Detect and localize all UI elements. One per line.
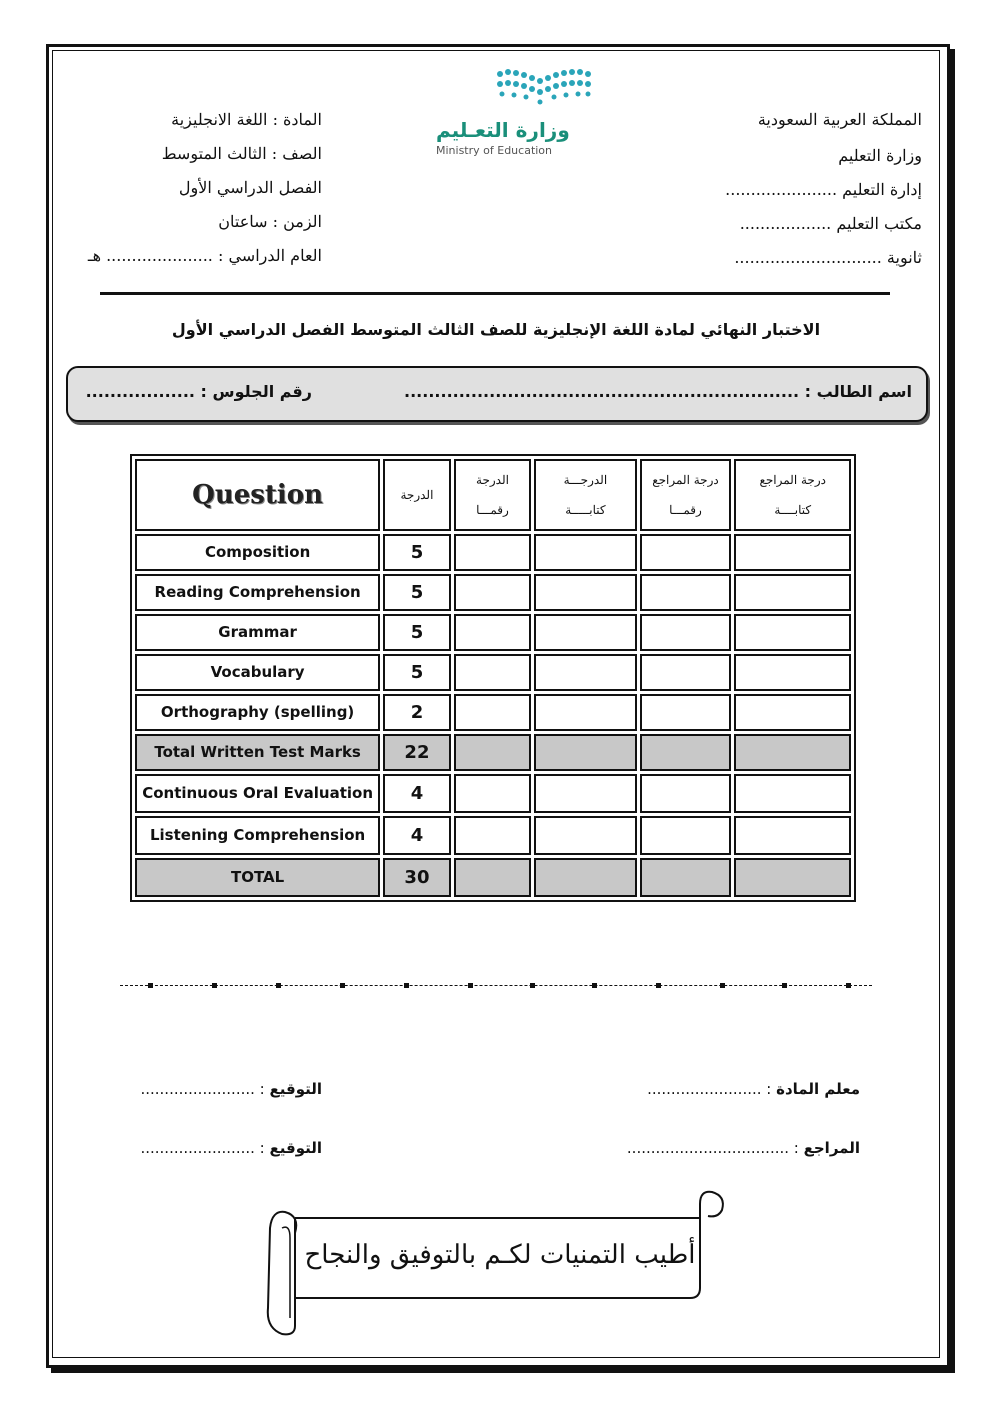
grade-cell[interactable] [454,574,532,611]
grade-cell[interactable] [534,534,636,571]
grade-cell[interactable] [454,534,532,571]
office-label: مكتب التعليم .................. [739,214,922,233]
grade-cell[interactable] [454,816,532,855]
table-row [135,774,851,813]
grade-cell[interactable] [534,774,636,813]
signature-dots: : ........................ [140,1139,270,1157]
subject-label: المادة : اللغة الانجليزية [171,110,322,129]
separator-dot [782,983,787,988]
table-row [135,694,851,731]
separator-dot [846,983,851,988]
table-row [135,816,851,855]
row-marks: 2 [383,694,450,731]
row-label: Grammar [135,614,380,651]
grade-cell[interactable] [454,654,532,691]
grade-cell[interactable] [734,774,851,813]
separator-dot [656,983,661,988]
grade-cell[interactable] [640,858,732,897]
reviewer-label: المراجع [803,1139,860,1157]
row-label: Orthography (spelling) [135,694,380,731]
signature-label: التوقيع [269,1080,322,1098]
table-row [135,534,851,571]
words-header: الدرجـــة كتابـــــة [534,459,636,531]
row-label: Composition [135,534,380,571]
separator-dot [212,983,217,988]
grade-cell[interactable] [454,858,532,897]
reviewer-dots: : .................................. [626,1139,804,1157]
row-marks: 5 [383,534,450,571]
exam-title: الاختبار النهائي لمادة اللغة الإنجليزية للصف الثالث المتوسط الفصل الدراسي الأول [171,320,821,339]
row-marks: 5 [383,614,450,651]
table-row [135,734,851,771]
digits-header: الدرجة رقمـــا [454,459,532,531]
term-label: الفصل الدراسي الأول [178,178,322,197]
table-row [135,654,851,691]
grade-cell[interactable] [640,574,732,611]
separator-dot [530,983,535,988]
row-label: Listening Comprehension [135,816,380,855]
row-label: Vocabulary [135,654,380,691]
grade-cell[interactable] [534,734,636,771]
grade-cell[interactable] [454,774,532,813]
grade-cell[interactable] [734,816,851,855]
grade-cell[interactable] [534,574,636,611]
grade-cell[interactable] [734,534,851,571]
grade-cell[interactable] [640,734,732,771]
closing-message: أطيب التمنيات لكـم بالتوفيق والنجاح [304,1240,696,1270]
grade-cell[interactable] [454,734,532,771]
separator-dot [340,983,345,988]
reviewer-signature-line[interactable] [140,1139,322,1157]
signature-dots: : ........................ [140,1080,270,1098]
grade-cell[interactable] [640,816,732,855]
grade-header: الدرجة [383,459,450,531]
row-marks: 4 [383,774,450,813]
seat-number-field[interactable]: رقم الجلوس : .................. [85,382,312,401]
header-divider [100,292,890,295]
grade-cell[interactable] [534,816,636,855]
table-row [135,614,851,651]
student-name-field[interactable]: اسم الطالب : ................................................................. [404,382,912,401]
logo-english-text: Ministry of Education [436,144,553,157]
grade-cell[interactable] [640,614,732,651]
grade-cell[interactable] [734,858,851,897]
teacher-label: معلم المادة [776,1080,860,1098]
separator-dot [592,983,597,988]
row-marks: 5 [383,574,450,611]
separator-dot [720,983,725,988]
row-label: Total Written Test Marks [135,734,380,771]
directorate-label: إدارة التعليم ...................... [725,180,922,199]
teacher-dots: : ........................ [647,1080,777,1098]
time-label: الزمن : ساعتان [218,212,322,231]
teacher-signature-line[interactable] [140,1080,322,1098]
row-label: Continuous Oral Evaluation [135,774,380,813]
table-header-row [135,459,851,531]
grade-cell[interactable] [734,614,851,651]
separator-dot [404,983,409,988]
teacher-line[interactable] [647,1080,860,1098]
logo-arabic-text: وزارة التعـليم [436,118,570,142]
reviewer-digits-header: درجة المراجع رقمـــا [640,459,732,531]
grade-cell[interactable] [734,694,851,731]
grade-cell[interactable] [734,654,851,691]
school-label: ثانوية ............................. [734,248,922,267]
reviewer-line[interactable] [627,1139,860,1157]
grade-cell[interactable] [534,694,636,731]
dashed-separator [120,985,872,990]
row-label: TOTAL [135,858,380,897]
row-marks: 5 [383,654,450,691]
grade-cell[interactable] [640,654,732,691]
grade-cell[interactable] [640,774,732,813]
separator-dot [276,983,281,988]
row-label: Reading Comprehension [135,574,380,611]
kingdom-label: المملكة العربية السعودية [757,110,922,129]
row-marks: 4 [383,816,450,855]
question-header: Question [135,459,380,531]
grades-table [130,454,856,902]
grade-cell[interactable] [640,694,732,731]
grade-cell[interactable] [454,614,532,651]
table-row [135,574,851,611]
grade-cell[interactable] [640,534,732,571]
ministry-label: وزارة التعليم [838,146,922,165]
grade-cell[interactable] [734,734,851,771]
grade-cell[interactable] [534,614,636,651]
table-row [135,858,851,897]
separator-dot [468,983,473,988]
row-marks: 22 [383,734,450,771]
grade-cell[interactable] [454,694,532,731]
grade-label: الصف : الثالث المتوسط [161,144,322,163]
grade-cell[interactable] [534,858,636,897]
grade-cell[interactable] [534,654,636,691]
year-label: العام الدراسي : ..................... هـ [87,246,322,265]
grade-cell[interactable] [734,574,851,611]
signature-label: التوقيع [269,1139,322,1157]
row-marks: 30 [383,858,450,897]
reviewer-words-header: درجة المراجع كتابــــة [734,459,851,531]
separator-dot [148,983,153,988]
